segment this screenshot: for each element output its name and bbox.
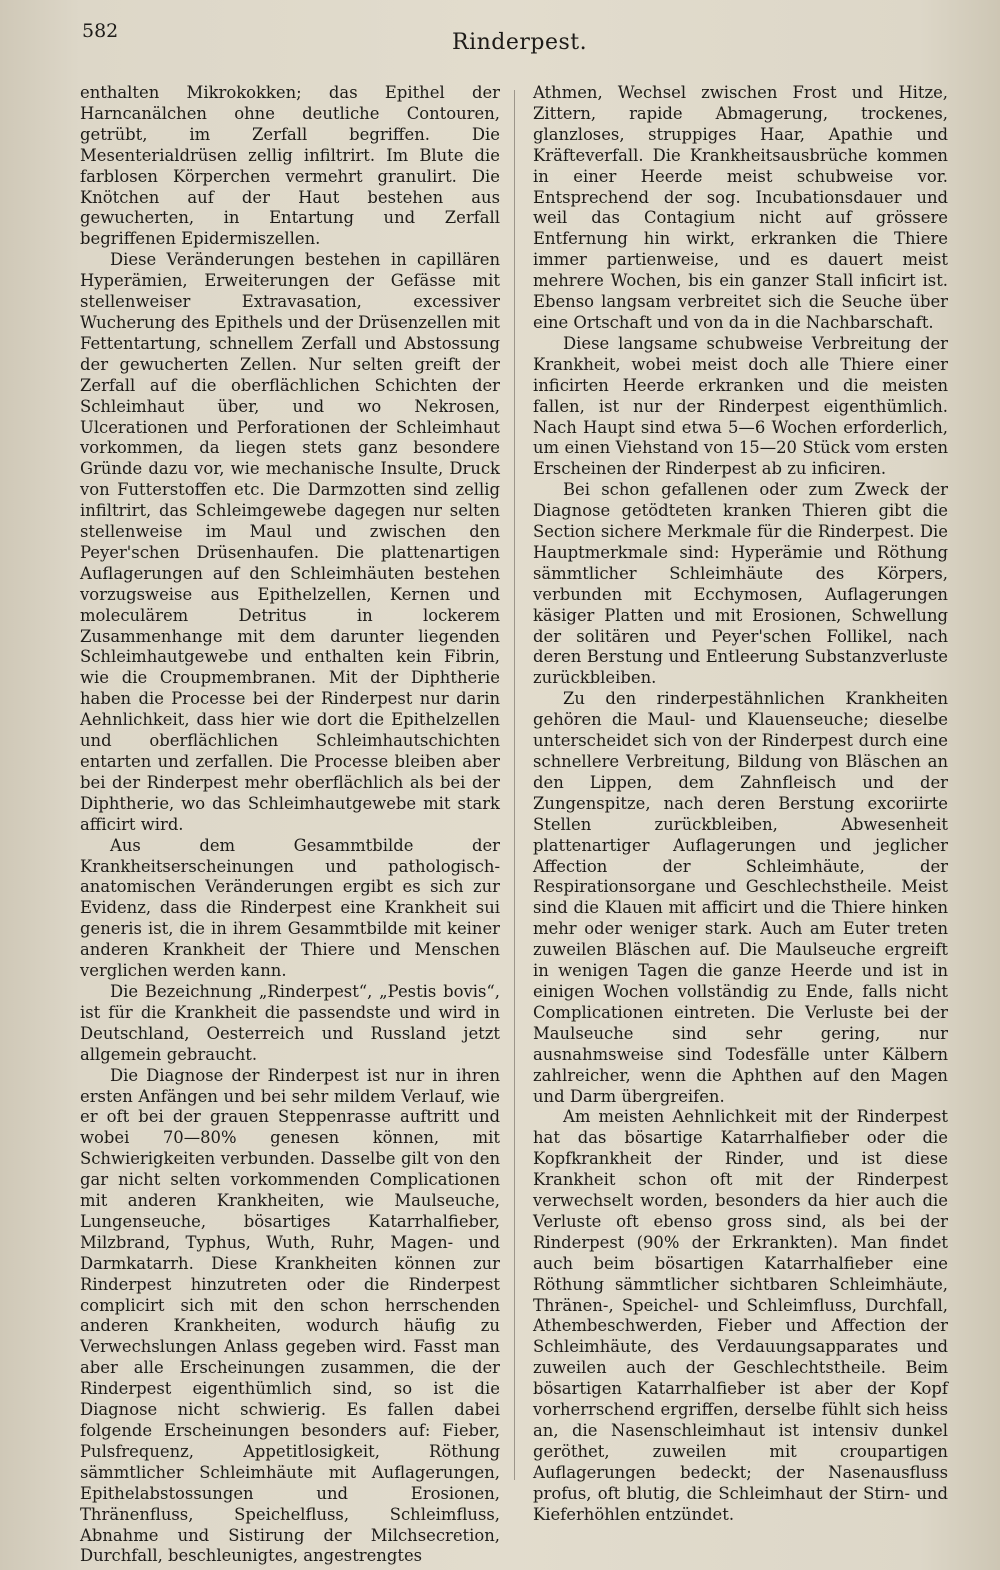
- column-divider: [514, 90, 515, 1480]
- paragraph: Am meisten Aehnlichkeit mit der Rinderpest hat das bösartige Katarrhalfieber oder die Kopfkrankheit der Rinder, und ist diese Krankheit schon oft mit der Rinderpest verwechselt worden, besonders da hier auch die Verluste oft ebenso gross sind, als bei der Rinderpest (90% der Erkrankten). Man findet auch beim bösartigen Katarrhalfieber eine Röthung sämmtlicher sichtbaren Schleimhäute, Thränen-, Speichel- und Schleimfluss, Durchfall, Athembeschwerden, Fieber und Affection der Schleimhäute, des Verdauungsapparates und zuweilen auch der Geschlechtstheile. Beim bösartigen Katarrhalfieber ist aber der Kopf vorherrschend ergriffen, derselbe fühlt sich heiss an, die Nasenschleimhaut ist intensiv dunkel geröthet, zuweilen mit croupartigen Auflagerungen bedeckt; der Nasenausfluss profus, oft blutig, die Schleimhaut der Stirn- und Kieferhöhlen entzündet.: [533, 1107, 948, 1524]
- paragraph: Athmen, Wechsel zwischen Frost und Hitze, Zittern, rapide Abmagerung, trockenes, glanzloses, struppiges Haar, Apathie und Kräfteverfall. Die Krankheitsausbrüche kommen in einer Heerde meist schubweise vor. Entsprechend der sog. Incubationsdauer und weil das Contagium nicht auf grössere Entfernung hin wirkt, erkranken die Thiere immer partienweise, und es dauert meist mehrere Wochen, bis ein ganzer Stall inficirt ist. Ebenso langsam verbreitet sich die Seuche über eine Ortschaft und von da in die Nachbarschaft.: [533, 83, 948, 332]
- left-column: [80, 83, 500, 1567]
- paragraph: Die Bezeichnung „Rinderpest“, „Pestis bovis“, ist für die Krankheit die passendste und wird in Deutschland, Oesterreich und Russland jetzt allgemein gebraucht.: [80, 981, 500, 1064]
- paragraph: Bei schon gefallenen oder zum Zweck der Diagnose getödteten kranken Thieren gibt die Section sichere Merkmale für die Rinderpest. Die Hauptmerkmale sind: Hyperämie und Röthung sämmtlicher Schleimhäute des Körpers, verbunden mit Ecchymosen, Auflagerungen käsiger Platten und mit Erosionen, Schwellung der solitären und Peyer'schen Follikel, nach deren Berstung und Entleerung Substanzverluste zurückbleiben.: [533, 480, 948, 688]
- paragraph: Die Diagnose der Rinderpest ist nur in ihren ersten Anfängen und bei sehr mildem Verlauf, wie er oft bei der grauen Steppenrasse auftritt und wobei 70—80% genesen können, mit Schwierigkeiten verbunden. Dasselbe gilt von den gar nicht selten vorkommenden Complicationen mit anderen Krankheiten, wie Maulseuche, Lungenseuche, bösartiges Katarrhalfieber, Milzbrand, Typhus, Wuth, Ruhr, Magen- und Darmkatarrh. Diese Krankheiten können zur Rinderpest hinzutreten oder die Rinderpest complicirt sich mit den schon herrschenden anderen Krankheiten, wodurch häufig zu Verwechslungen Anlass gegeben wird. Fasst man aber alle Erscheinungen zusammen, die der Rinderpest eigenthümlich sind, so ist die Diagnose nicht schwierig. Es fallen dabei folgende Erscheinungen besonders auf: Fieber, Pulsfrequenz, Appetitlosigkeit, Röthung sämmtlicher Schleimhäute mit Auflagerungen, Epithelabstossungen und Erosionen, Thränenfluss, Speichelfluss, Schleimfluss, Abnahme und Sistirung der Milchsecretion, Durchfall, beschleunigtes, angestrengtes: [80, 1065, 500, 1566]
- running-title: Rinderpest.: [452, 30, 588, 55]
- page-number: 582: [82, 20, 119, 42]
- paragraph: Diese langsame schubweise Verbreitung der Krankheit, wobei meist doch alle Thiere einer inficirten Heerde erkranken und die meisten fallen, ist nur der Rinderpest eigenthümlich. Nach Haupt sind etwa 5—6 Wochen erforderlich, um einen Viehstand von 15—20 Stück vom ersten Erscheinen der Rinderpest ab zu inficiren.: [533, 333, 948, 479]
- paragraph: Zu den rinderpestähnlichen Krankheiten gehören die Maul- und Klauenseuche; dieselbe unterscheidet sich von der Rinderpest durch eine schnellere Verbreitung, Bildung von Bläschen an den Lippen, dem Zahnfleisch und der Zungenspitze, nach deren Berstung excoriirte Stellen zurückbleiben, Abwesenheit plattenartiger Auflagerungen und jeglicher Affection der Schleimhäute, der Respirationsorgane und Geschlechstheile. Meist sind die Klauen mit afficirt und die Thiere hinken mehr oder weniger stark. Auch am Euter treten zuweilen Bläschen auf. Die Maulseuche ergreift in wenigen Tagen die ganze Heerde und ist in einigen Wochen vollständig zu Ende, falls nicht Complicationen eintreten. Die Verluste bei der Maulseuche sind sehr gering, nur ausnahmsweise sind Todesfälle unter Kälbern zahlreicher, wenn die Aphthen auf den Magen und Darm übergreifen.: [533, 689, 948, 1106]
- right-column: [533, 83, 948, 1526]
- paragraph: Aus dem Gesammtbilde der Krankheitserscheinungen und pathologisch-anatomischen Veränderungen ergibt es sich zur Evidenz, dass die Rinderpest eine Krankheit sui generis ist, die in ihrem Gesammtbilde mit keiner anderen Krankheit der Thiere und Menschen verglichen werden kann.: [80, 835, 500, 981]
- paragraph: enthalten Mikrokokken; das Epithel der Harncanälchen ohne deutliche Contouren, getrübt, im Zerfall begriffen. Die Mesenterialdrüsen zellig infiltrirt. Im Blute die farblosen Körperchen vermehrt granulirt. Die Knötchen auf der Haut bestehen aus gewucherten, in Entartung und Zerfall begriffenen Epidermiszellen.: [80, 83, 500, 249]
- paragraph: Diese Veränderungen bestehen in capillären Hyperämien, Erweiterungen der Gefässe mit stellenweiser Extravasation, excessiver Wucherung des Epithels und der Drüsenzellen mit Fettentartung, schnellem Zerfall und Abstossung der gewucherten Zellen. Nur selten greift der Zerfall auf die oberflächlichen Schichten der Schleimhaut über, und wo Nekrosen, Ulcerationen und Perforationen der Schleimhaut vorkommen, da liegen stets ganz besondere Gründe dazu vor, wie mechanische Insulte, Druck von Futterstoffen etc. Die Darmzotten sind zellig infiltrirt, das Schleimgewebe dagegen nur selten stellenweise im Maul und zwischen den Peyer'schen Drüsenhaufen. Die plattenartigen Auflagerungen auf den Schleimhäuten bestehen vorzugsweise aus Epithelzellen, Kernen und moleculärem Detritus in lockerem Zusammenhange mit dem darunter liegenden Schleimhautgewebe und enthalten kein Fibrin, wie die Croupmembranen. Mit der Diphtherie haben die Processe bei der Rinderpest nur darin Aehnlichkeit, dass hier wie dort die Epithelzellen und oberflächlichen Schleimhautschichten entarten und zerfallen. Die Processe bleiben aber bei der Rinderpest mehr oberflächlich als bei der Diphtherie, wo das Schleimhautgewebe mit stark afficirt wird.: [80, 250, 500, 834]
